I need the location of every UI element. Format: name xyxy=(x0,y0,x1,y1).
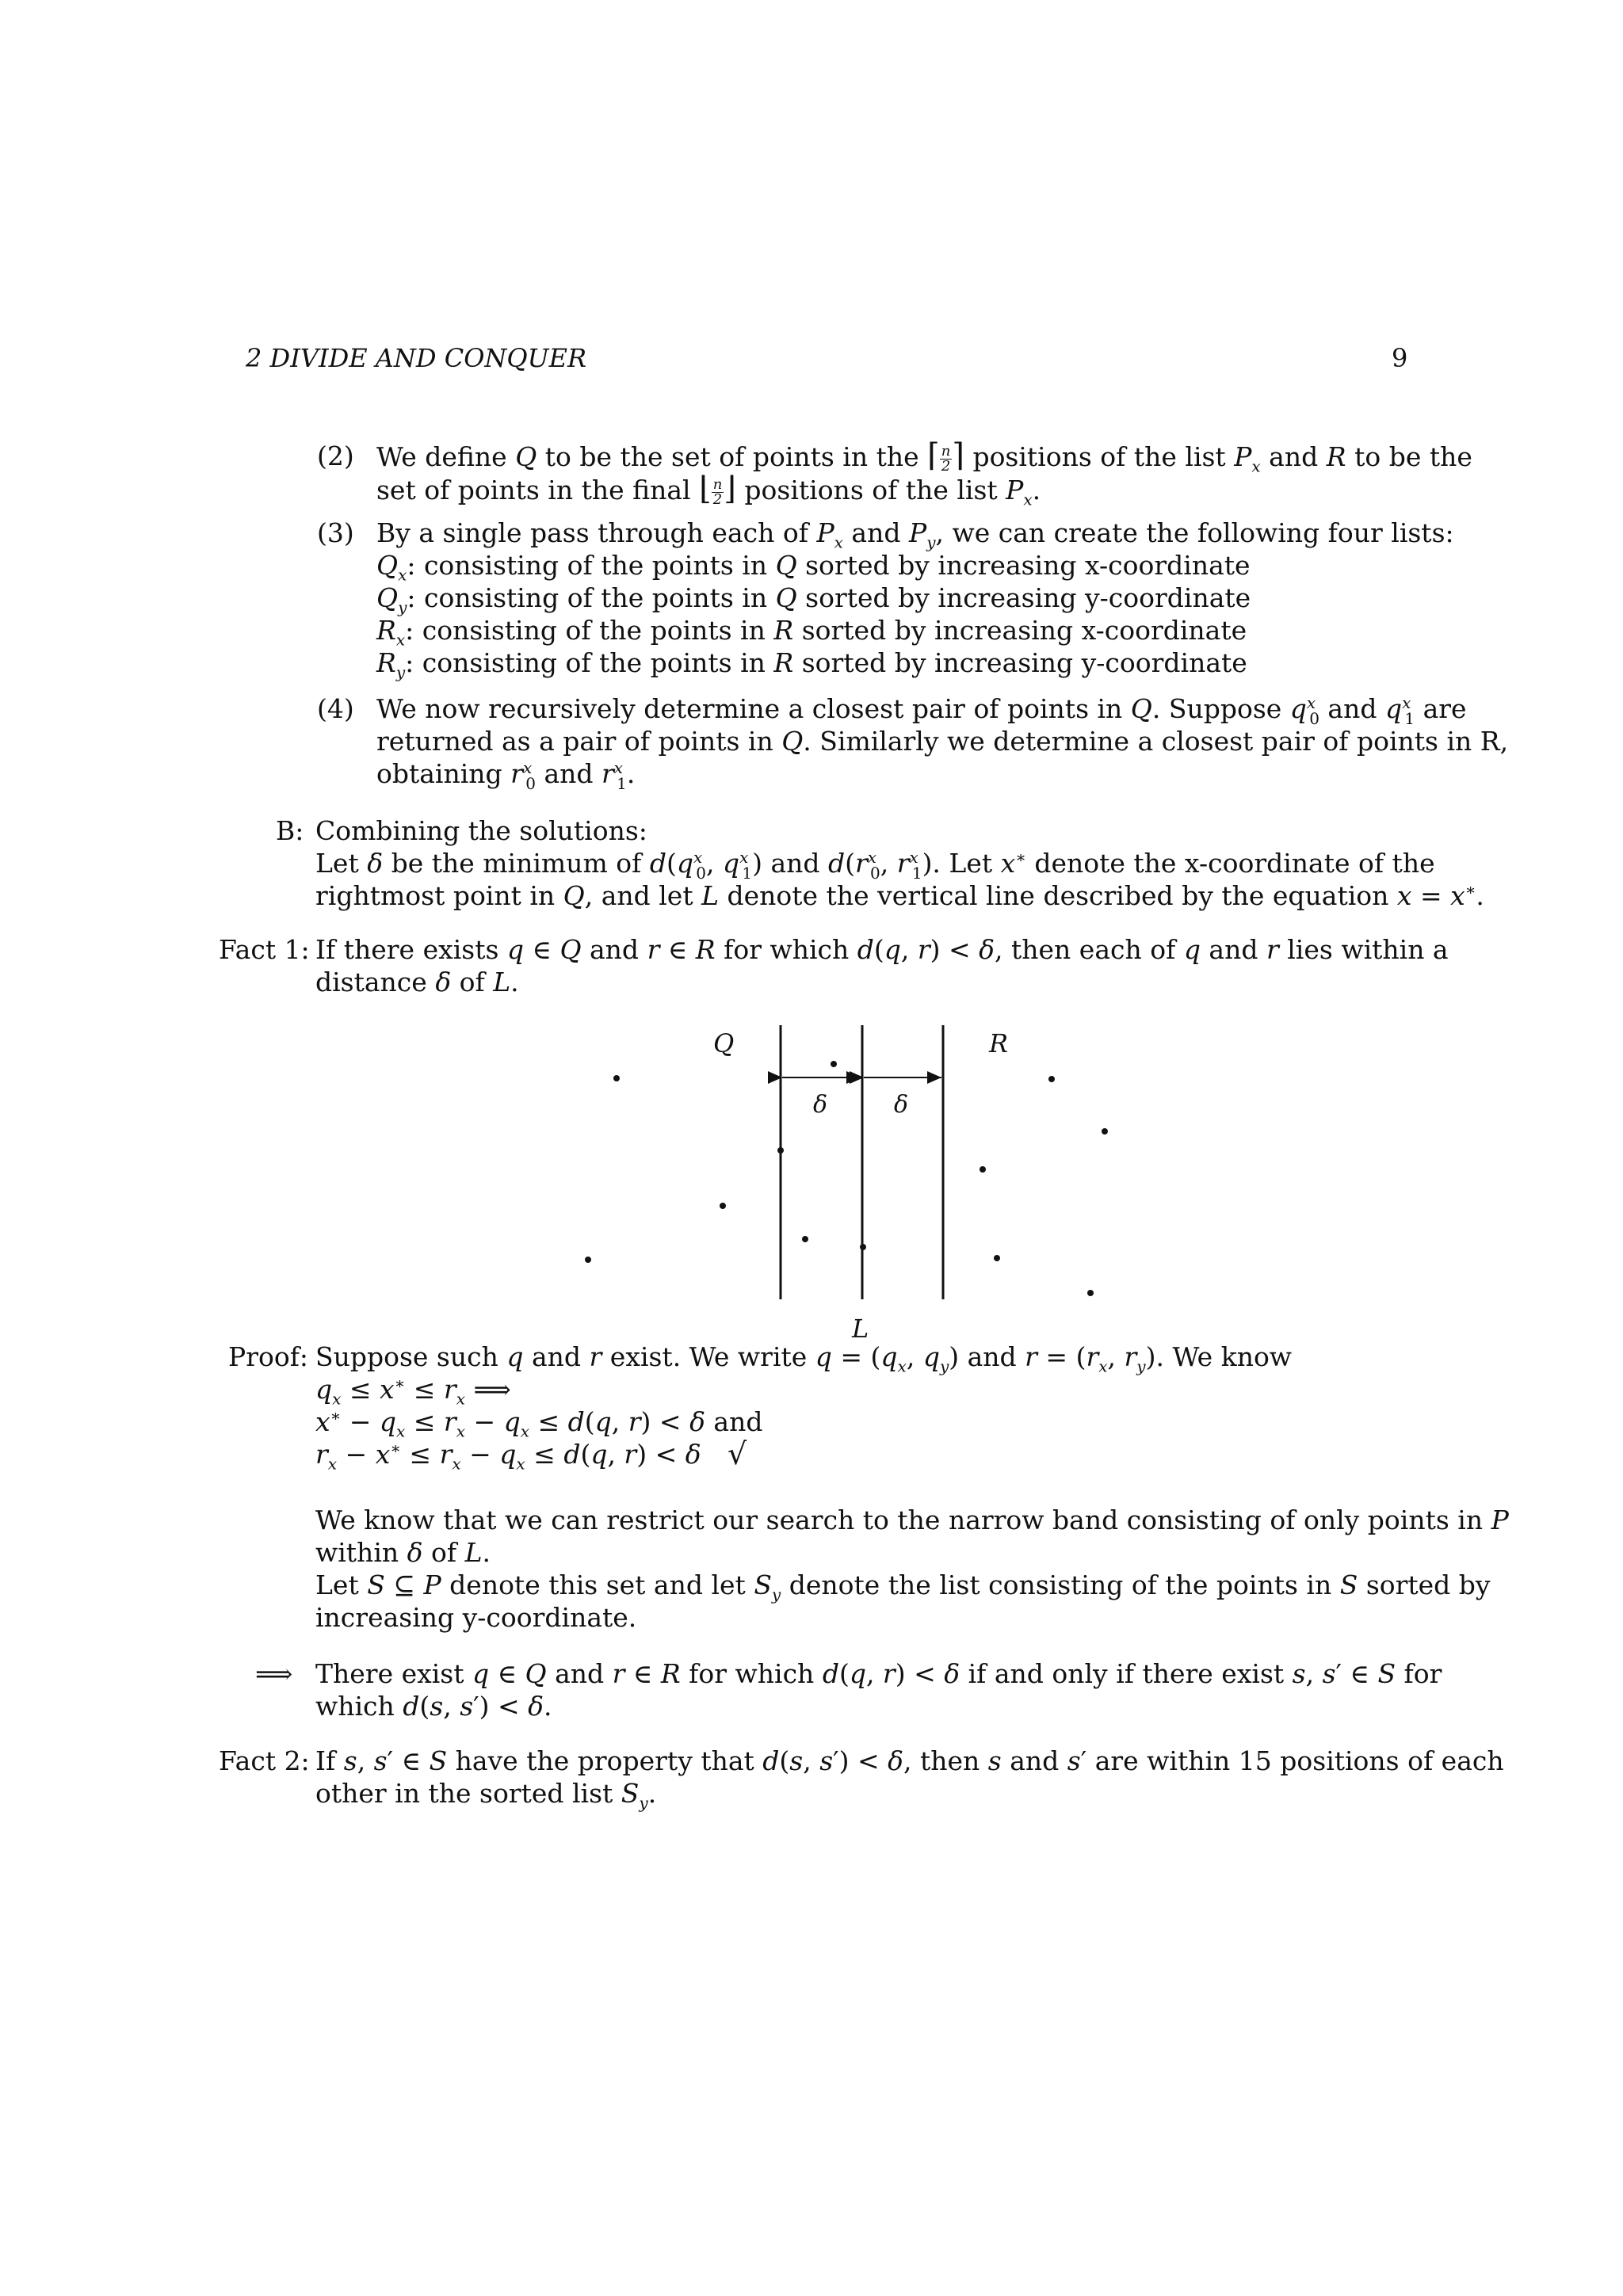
fact-2-text-2: other in the sorted list $S_y$. xyxy=(315,1778,657,1813)
step-4-text-2: returned as a pair of points in Q. Similarly we determine a closest pair of points in R, xyxy=(376,726,1509,757)
point xyxy=(1048,1076,1055,1082)
point xyxy=(994,1255,1000,1261)
running-header: 2 DIVIDE AND CONQUER xyxy=(246,343,587,373)
figure-q-label: Q xyxy=(713,1028,735,1058)
band-paragraph-2: within δ of L. xyxy=(315,1537,491,1568)
implies-text-2: which d(s, s′) < δ. xyxy=(315,1691,552,1722)
section-b-text: Let δ be the minimum of $d(q^x_0$, $q^x_1$) and $d(r^x_0$, $r^x_1$). Let x∗ denote the x-coordinate of the xyxy=(315,848,1435,883)
implies-arrow: ⟹ xyxy=(255,1658,293,1689)
step-4-text-3: obtaining $r^x_0$ and $r^x_1$. xyxy=(376,758,636,793)
step-2-text: We define Q to be the set of points in the ⌈ $\frac{n}{2}$ ⌉ positions of the list $P_x$ and R to be the xyxy=(376,437,1472,476)
list-qx: $Q_x$: consisting of the points in Q sorted by increasing x-coordinate xyxy=(376,550,1251,585)
implies-text: There exist q ∈ Q and r ∈ R for which d(q, r) < δ if and only if there exist s, s′ ∈ S for xyxy=(315,1658,1442,1689)
list-ry: $R_y$: consisting of the points in R sorted by increasing y-coordinate xyxy=(376,647,1247,682)
section-b-title: Combining the solutions: xyxy=(315,815,647,846)
fact-1-text-2: distance δ of L. xyxy=(315,967,519,997)
list-rx: $R_x$: consisting of the points in R sorted by increasing x-coordinate xyxy=(376,615,1247,650)
fact-2-label: Fact 2: xyxy=(219,1745,310,1776)
step-4-label: (4) xyxy=(317,693,354,724)
delta-label-right: δ xyxy=(894,1091,909,1119)
proof-label: Proof: xyxy=(228,1341,309,1372)
page-number: 9 xyxy=(1392,343,1408,373)
figure-r-label: R xyxy=(989,1028,1009,1058)
band-paragraph-3: Let S ⊆ P denote this set and let $S_y$ denote the list consisting of the points in S sorted by xyxy=(315,1569,1491,1604)
band-paragraph-4: increasing y-coordinate. xyxy=(315,1602,637,1633)
point xyxy=(831,1061,837,1067)
step-2-label: (2) xyxy=(317,441,354,471)
point xyxy=(585,1257,591,1263)
step-3-intro: By a single pass through each of $P_x$ and $P_y$, we can create the following four lists: xyxy=(376,517,1454,552)
section-b-text-2: rightmost point in Q, and let L denote the vertical line described by the equation x = x∗. xyxy=(315,880,1484,911)
step-3-label: (3) xyxy=(317,517,354,548)
point xyxy=(802,1236,808,1242)
proof-eq-1: $q_x \le x^∗ \le r_x$ ⟹ xyxy=(315,1374,511,1409)
point xyxy=(860,1244,866,1250)
closest-pair-figure xyxy=(555,1014,1125,1347)
point xyxy=(1087,1290,1094,1296)
section-b-label: B: xyxy=(276,815,304,846)
band-paragraph: We know that we can restrict our search to the narrow band consisting of only points in P xyxy=(315,1505,1509,1535)
proof-eq-3: $r_x - x^∗ \le r_x - q_x \le d(q$, r) < δ xyxy=(315,1439,701,1474)
list-qy: $Q_y$: consisting of the points in Q sorted by increasing y-coordinate xyxy=(376,582,1251,617)
fact-1-text: If there exists q ∈ Q and r ∈ R for which d(q, r) < δ, then each of q and r lies within a xyxy=(315,934,1449,965)
proof-text: Suppose such q and r exist. We write $q = (q_x$, $q_y$) and $r = (r_x$, $r_y$). We know xyxy=(315,1341,1293,1376)
figure-l-label: L xyxy=(852,1314,869,1344)
proof-eq-2: $x^∗ - q_x \le r_x - q_x \le d(q$, r) < δ and xyxy=(315,1406,763,1441)
delta-label-left: δ xyxy=(813,1091,828,1119)
proof-check-mark: √ xyxy=(727,1436,747,1471)
point xyxy=(980,1166,986,1173)
point xyxy=(777,1147,784,1154)
step-4-text: We now recursively determine a closest pair of points in Q. Suppose $q^x_0$ and $q^x_1$ are xyxy=(376,693,1467,728)
fact-1-label: Fact 1: xyxy=(219,934,310,965)
fact-2-text: If s, s′ ∈ S have the property that d(s, s′) < δ, then s and s′ are within 15 positions of each xyxy=(315,1745,1504,1776)
point xyxy=(1102,1128,1108,1135)
point xyxy=(720,1203,726,1209)
point xyxy=(613,1075,620,1081)
step-2-text-2: set of points in the final ⌊ $\frac{n}{2}$ ⌋ positions of the list $P_x$. xyxy=(376,471,1041,509)
